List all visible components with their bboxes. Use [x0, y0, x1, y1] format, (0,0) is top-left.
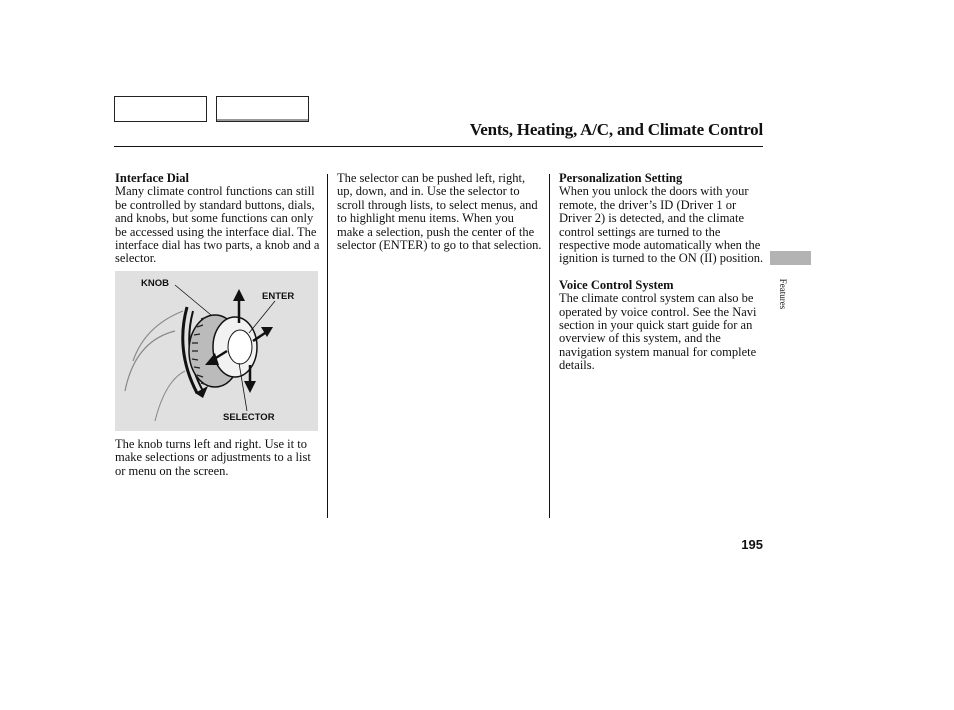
- selector-description: The selector can be pushed left, right, up, down, and in. Use the selector to scroll through lists, to select menus, and to highlight menu items. When you make a selection, push the center of the selector (ENTER) to go to that selection.: [337, 171, 542, 253]
- voice-control-text: The climate control system can also be operated by voice control. See the Navi section in your quick start guide for an overview of this system, and the navigation system manual for complete details.: [559, 291, 757, 373]
- voice-control-heading: Voice Control System: [559, 277, 674, 292]
- right-column: [559, 172, 764, 373]
- page-number: 195: [741, 537, 763, 552]
- section-tab-label: Features: [778, 278, 788, 310]
- nav-box-left: [114, 96, 207, 122]
- knob-description: The knob turns left and right. Use it to make selections or adjustments to a list or menu on the screen.: [115, 437, 311, 478]
- selector-label: SELECTOR: [223, 412, 275, 423]
- knob-label: KNOB: [141, 278, 169, 289]
- enter-label: ENTER: [262, 291, 295, 302]
- left-column: [115, 172, 320, 266]
- interface-dial-text: Many climate control functions can still be controlled by standard buttons, dials, and knobs, but some functions can only be accessed using the interface dial. The interface dial has two parts, a knob and a selector.: [115, 184, 320, 266]
- personalization-heading: Personalization Setting: [559, 171, 683, 185]
- nav-box-right: [216, 96, 309, 122]
- middle-column: [337, 172, 543, 252]
- personalization-text: When you unlock the doors with your remote, the driver’s ID (Driver 1 or Driver 2) is detected, and the climate control settings are turned to the respective mode automatically when the ignition is turned to the ON (II) position.: [559, 184, 764, 266]
- column-divider-1: [327, 174, 328, 518]
- section-tab: [770, 251, 811, 265]
- title-rule: [114, 146, 763, 147]
- interface-dial-heading: Interface Dial: [115, 171, 189, 185]
- column-divider-2: [549, 174, 550, 518]
- page-title: Vents, Heating, A/C, and Climate Control: [469, 120, 763, 139]
- interface-dial-figure: [115, 271, 318, 431]
